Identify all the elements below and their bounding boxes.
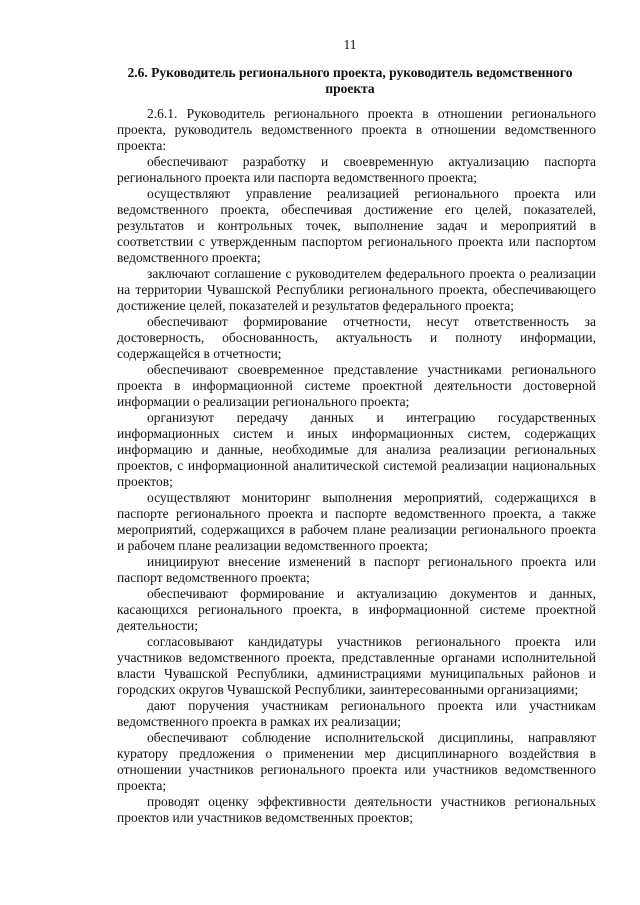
paragraph: инициируют внесение изменений в паспорт регионального проекта или паспорт ведомственного проекта; [117, 554, 596, 585]
paragraph: дают поручения участникам регионального проекта или участникам ведомственного проекта в рамках их реализации; [117, 698, 596, 729]
paragraph: осуществляют управление реализацией регионального проекта или ведомственного проекта, обеспечивая достижение его целей, показателей, результатов и контрольных точек, выполнение задач и мероприятий в соответствии с утвержденным паспортом регионального проекта или паспортом ведомственного проекта; [117, 186, 596, 265]
paragraph: обеспечивают своевременное представление участниками регионального проекта в информационной системе проектной деятельности достоверной информации о реализации регионального проекта; [117, 362, 596, 409]
page-number: 11 [343, 37, 357, 52]
paragraph-intro: 2.6.1. Руководитель регионального проекта в отношении регионального проекта, руководитель ведомственного проекта в отношении ведомственного проекта: [117, 106, 596, 153]
paragraph: организуют передачу данных и интеграцию государственных информационных систем и иных информационных систем, содержащих информацию и данные, необходимые для анализа реализации региональных проектов, с информационной аналитической системой реализации национальных проектов; [117, 410, 596, 489]
paragraph: обеспечивают формирование и актуализацию документов и данных, касающихся регионального проекта, в информационной системе проектной деятельности; [117, 586, 596, 633]
paragraph: обеспечивают разработку и своевременную актуализацию паспорта регионального проекта или паспорта ведомственного проекта; [117, 154, 596, 185]
paragraph: заключают соглашение с руководителем федерального проекта о реализации на территории Чувашской Республики регионального проекта, обеспечивающего достижение целей, показателей и результатов федерального проекта; [117, 266, 596, 313]
section-title: 2.6. Руководитель регионального проекта, руководитель ведомственного проекта [127, 65, 573, 96]
body-text [117, 106, 596, 826]
paragraph: согласовывают кандидатуры участников регионального проекта или участников ведомственного проекта, представленные органами исполнительной власти Чувашской Республики, администрациями муниципальных районов и городских округов Чувашской Республики, заинтересованными организациями; [117, 634, 596, 697]
paragraph: осуществляют мониторинг выполнения мероприятий, содержащихся в паспорте регионального проекта и паспорте ведомственного проекта, а также мероприятий, содержащихся в рабочем плане реализации регионального проекта и рабочем плане реализации ведомственного проекта; [117, 490, 596, 553]
paragraph: проводят оценку эффективности деятельности участников региональных проектов или участников ведомственных проектов; [117, 794, 596, 825]
paragraph: обеспечивают соблюдение исполнительской дисциплины, направляют куратору предложения о применении мер дисциплинарного воздействия в отношении участников регионального проекта или участников ведомственного проекта; [117, 730, 596, 793]
paragraph: обеспечивают формирование отчетности, несут ответственность за достоверность, обоснованность, актуальность и полноту информации, содержащейся в отчетности; [117, 314, 596, 361]
